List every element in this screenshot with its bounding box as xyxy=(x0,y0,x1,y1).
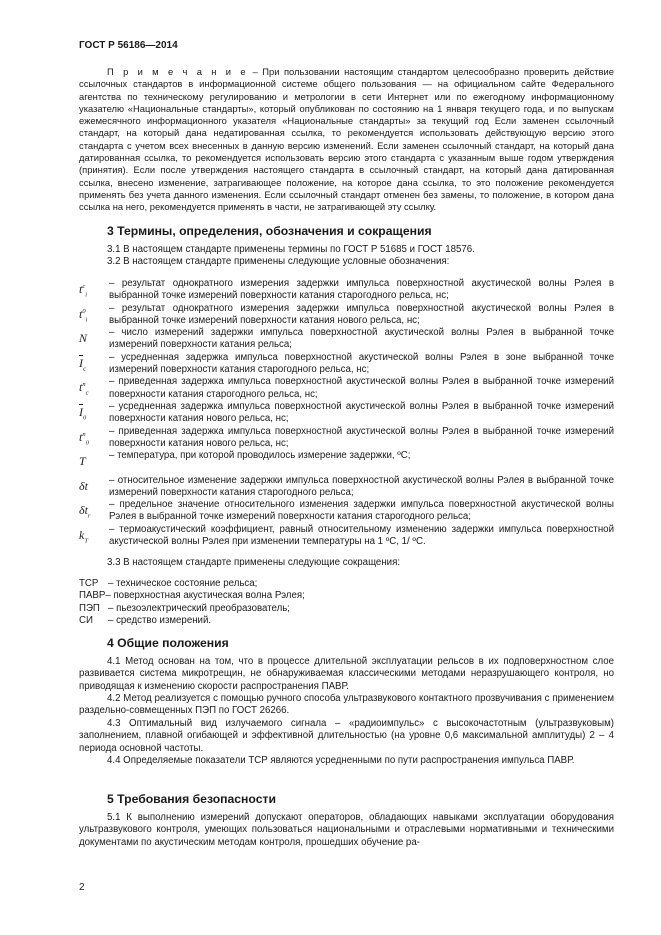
section-3-p3: 3.3 В настоящем стандарте применены следующие сокращения: xyxy=(107,557,401,568)
definition-item: $t^c_i$ – результат однократного измерения задержки импульса поверхностной акустической волны Рэлея в выбранной точке измерений поверхности катания старогодного рельса, нс; xyxy=(79,278,614,302)
section-3-p1: 3.1 В настоящем стандарте применены термины по ГОСТ Р 51685 и ГОСТ 18576. xyxy=(107,244,475,255)
definitions-list xyxy=(79,278,614,548)
document-header: ГОСТ Р 56186—2014 xyxy=(79,40,178,51)
abbreviation-item: ПАВР – поверхностная акустическая волна Рэлея; xyxy=(79,590,305,602)
definition-item: $\overline{I}_0$ – усредненная задержка импульса поверхностной акустической волны Рэлея в выбранной точке измерений поверхности катания нового рельса, нс; xyxy=(79,400,614,425)
definition-item: $t^n_c$ – приведенная задержка импульса поверхностной акустической волны Рэлея в выбранной точке измерений поверхности катания старогодного рельса, нс; xyxy=(79,376,614,400)
symbol: $\overline{I}_c$ xyxy=(79,355,86,373)
symbol: T xyxy=(79,454,86,469)
abbreviation-item: ТСР – техническое состояние рельса; xyxy=(79,578,258,589)
section-5-title: 5 Требования безопасности xyxy=(107,792,276,806)
definition-item: $t^0_i$ – результат однократного измерения задержки импульса поверхностной акустической волны Рэлея в выбранной точке измерений поверхности катания нового рельса, нс; xyxy=(79,302,614,326)
section-3-p2: 3.2 В настоящем стандарте применены следующие условные обозначения: xyxy=(107,256,450,267)
abbreviation-item: СИ – средство измерений. xyxy=(79,614,212,626)
definition-item: $t^n_0$ – приведенная задержка импульса поверхностной акустической волны Рэлея в выбранной точке измерений поверхности катания нового рельса, нс; xyxy=(79,425,614,449)
section-4-p4: 4.4 Определяемые показатели ТСР являются усредненными по пути распространения импульса ПАВР. xyxy=(107,755,575,766)
symbol: $t^0_i$ xyxy=(79,306,88,323)
symbol: δt xyxy=(79,478,88,493)
section-4-title: 4 Общие положения xyxy=(107,636,229,650)
abbreviation-item: ПЭП – пьезоэлектрический преобразователь; xyxy=(79,602,290,614)
definition-item: T – температура, при которой проводилось измерение задержки, ºС; xyxy=(79,450,614,474)
note-label: П р и м е ч а н и е xyxy=(107,66,248,77)
symbol: N xyxy=(79,331,88,346)
symbol: $k_T$ xyxy=(79,527,88,545)
definition-item: $k_T$ – термоакустический коэффициент, равный относительному изменению задержки импульса поверхностной акустической волны Рэлея при изменении температуры на 1 ºС, 1/ ºС. xyxy=(79,523,614,548)
section-5-p1: 5.1 К выполнению измерений допускают операторов, обладающих навыками эксплуатации оборудования ультразвукового контроля, умеющих пользоваться национальными и отраслевыми нормативными и техническими документами по акустическим методам контроля, прошедших обучение ра- xyxy=(79,812,614,848)
section-4-p1: 4.1 Метод основан на том, что в процессе длительной эксплуатации рельсов в их подповерхностном слое развивается система микротрещин, не обнаруживаемая классическими методами неразрушающего контроля, но приводящая к изменению скорости распространения ПАВР. xyxy=(79,656,614,692)
definition-item: $\delta t_r$ – предельное значение относительного изменения задержки импульса поверхностной акустической волны Рэлея в выбранной точке измерений поверхности катания старогодного рельса; xyxy=(79,499,614,523)
page-number: 2 xyxy=(79,882,85,893)
note-text: – При пользовании настоящим стандартом целесообразно проверить действие ссылочных стандартов в информационной системе общего пользования — на официальном сайте Федерального агентства по техническому регулированию и метрологии в сети Интернет или по ежегодному информационному указателю «Национальные стандарты», который опубликован по состоянию на 1 января текущего года, и по выпускам ежемесячного информационного указателя «Национальные стандарты» за текущий год Если заменен ссылочный стандарт, на который дана недатированная ссылка, то рекомендуется использовать действующую версию этого стандарта с учетом всех внесенных в данную версию изменений. Если заменен ссылочный стандарт, на который дана датированная ссылка, то рекомендуется использовать версию этого стандарта с указанным выше годом утверждения (принятия). Если после утверждения настоящего стандарта в ссылочный стандарт, на который дана датированная ссылка, внесено изменение, затрагивающее положение, на которое дана ссылка, то это положение рекомендуется применять без учета данного изменения. Если ссылочный стандарт отменен без замены, то положение, в котором дана ссылка на него, рекомендуется применять в части, не затрагивающей эту ссылку. xyxy=(79,66,614,213)
symbol: $t^n_0$ xyxy=(79,429,89,446)
note-block xyxy=(79,66,614,214)
symbol: $\delta t_r$ xyxy=(79,503,91,520)
definition-item: δt – относительное изменение задержки импульса поверхностной акустической волны Рэлея в выбранной точке измерений поверхности катания старогодного рельса; xyxy=(79,474,614,498)
definition-item: $\overline{I}_c$ – усредненная задержка импульса поверхностной акустической волны Рэлея в зоне выбранной точке измерений поверхности катания старогодного рельса, нс; xyxy=(79,351,614,376)
section-4-p3: 4.3 Оптимальный вид излучаемого сигнала – «радиоимпульс» с высокочастотным (ультразвуковым) заполнением, плавной огибающей и эффективной длительностью (на уровне 0,6 максимальной амплитуды) 2 – 4 периода основной частоты. xyxy=(79,718,614,754)
symbol: $t^c_i$ xyxy=(79,282,88,299)
definition-item: N – число измерений задержки импульса поверхностной акустической волны Рэлея в выбранной точке измерений поверхности катания рельса; xyxy=(79,327,614,351)
symbol: $\overline{I}_0$ xyxy=(79,404,87,422)
section-4-p2: 4.2 Метод реализуется с помощью ручного способа ультразвукового контактного прозвучивания с применением раздельно-совмещенных ПЭП по ГОСТ 26266. xyxy=(79,693,614,717)
abbreviations-list xyxy=(79,578,305,627)
symbol: $t^n_c$ xyxy=(79,380,89,397)
section-3-title: 3 Термины, определения, обозначения и сокращения xyxy=(107,224,432,238)
